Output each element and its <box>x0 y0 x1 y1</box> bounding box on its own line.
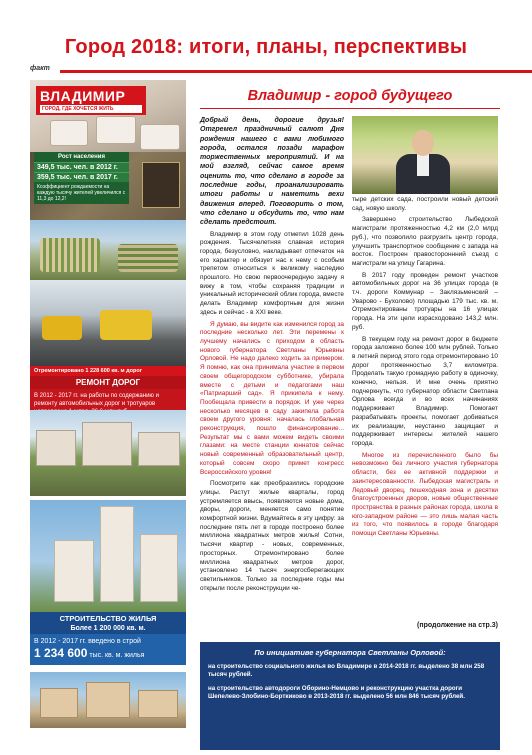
roads-body: В 2012 - 2017 гг. на работы по содержанию и ремонту автомобильных дорог и тротуаров <box>30 389 186 419</box>
housing-body <box>30 634 186 665</box>
article-paragraph: Владимир в этом году отметил 1028 день рождения. Тысячелетняя славная история города, безусловно, накладывает отпечаток на его характер и обязует нас к нему с особым трепетом относиться к великому наследию прошлого. Но свою первоочередную задачу я вижу в том, чтобы сохраняя традиции и уникальный исторический облик города, вместе делать Владимир комфортным для жизни здесь и сейчас - в XXI веке. <box>200 230 344 316</box>
initiative-item: на строительство автодороги Оборино-Немцово и реконструкцию участка дороги Шепелево-Злобино-Борткиково в 2013-2018 гг. выделено 56 млн 846 тысяч рублей. <box>208 684 465 701</box>
article-paragraph: В текущем году на ремонт дорог в бюджете города заложено более 100 млн рублей. Только в летний период этого года отремонтировано 10 дорог протяженностью 3,7 километра. Проделать такую громадную работу в одиночку, конечно, нельзя. И мне очень приятно подчеркнуть, что губернатор области Светлана Орлова всегда и во всех начинаниях поддерживает Владимир. Помогает разрабатывать проекты, помогает добиваться их реализации, неустанно защищает и поддерживает интересы жителей нашего города. <box>352 335 498 447</box>
continued-link[interactable]: (продолжение на стр.3) <box>417 622 498 629</box>
population-2017: 359,5 тыс. чел. в 2017 г. <box>34 172 129 182</box>
article-title: Владимир - город будущего <box>247 88 453 104</box>
photo-author-portrait <box>352 116 498 194</box>
headline-rule <box>60 70 532 73</box>
article-title-rule <box>200 108 500 109</box>
city-badge <box>36 86 146 115</box>
housing-value: 1 234 600 <box>34 646 88 661</box>
roads-title: РЕМОНТ ДОРОГ <box>30 376 186 389</box>
initiative-head: По инициативе губернатора Светланы Орловой: <box>254 648 446 657</box>
housing-title: СТРОИТЕЛЬСТВО ЖИЛЬЯ <box>30 612 186 625</box>
article-paragraph: тыре детских сада, построили новый детский сад, новую школу. <box>352 196 498 212</box>
housing-line1: В 2012 - 2017 гг. введено в строй <box>34 638 141 645</box>
housing-sub: Более 1 200 000 кв. м. <box>30 625 186 634</box>
article-lead: Добрый день, дорогие друзья! Отгремел праздничный салют Дня рождения нашего с вами любимого города, остался позади марафон торжественных мероприятий. И на мой взгляд, сейчас самое время оценить то, что сделано в городе за последние годы, проанализировать итоги работы и наметить вехи движения вперед. Поговорить о том, что сделано и обсудить то, что нам сделать предстоит. <box>200 117 344 227</box>
article-paragraph: Завершено строительство Лыбедской магистрали протяженностью 4,2 км (2,0 млрд руб.), что позволило разгрузить центр города, улучшить транспортное сообщение с запада на восток. Построен правостороннний съезд с магистрали на улицу Гагарина. <box>352 216 498 267</box>
photo-residential-tower <box>30 500 186 612</box>
article-column-2 <box>352 196 498 542</box>
page-headline: Город 2018: итоги, планы, перспективы <box>64 36 468 58</box>
initiative-box <box>200 642 500 750</box>
photo-new-houses <box>30 672 186 728</box>
article-paragraph-red: Я думаю, вы видите как изменился город за последние несколько лет. Эти перемены к лучшему начались с приходом в область нового губернатора Светланы Юрьевны Орловой. Не надо далеко ходить за примером. Я помню, как она принимала участие в первом своем общегородском субботнике, убирала вместе с детьми и педагогами наш «Патриарший сад». Я прикипела к нему. Пообещала привести в порядок. И уже через несколько месяцев в саду закипела работа своем другого уровня: началась глобальная реконструкция, пошло финансирование... Результат мы с вами можем видеть своими глазами: на месте станции юннатов сейчас новый современный образовательный центр, который совсем скоро примет конгресс Всероссийского уровня! <box>200 320 344 476</box>
housing-unit: тыс. кв. м. жилья <box>89 652 145 660</box>
photo-park <box>30 220 186 280</box>
section-label: факт <box>30 65 50 72</box>
city-name: ВЛАДИМИР <box>40 88 126 104</box>
city-slogan: ГОРОД, ГДЕ ХОЧЕТСЯ ЖИТЬ <box>40 105 142 113</box>
article-paragraph-red: Многое из перечисленного было бы невозможно без личного участия губернатора области, без ее активной поддержки и заинтересованности. Лыбедская магистраль и Ледовый дворец, пешеходная зона и десятки благоустроенных дворов, новые общественные пространства в разных районах города, школа в юго-западном районе — это лишь малая часть из того, что появилось в городе благодаря помощи Светланы Юрьевны. <box>352 451 498 538</box>
article-column-1 <box>200 116 344 596</box>
article-paragraph: Посмотрите как преобразились городские улицы. Растут жилые кварталы, город устремляется ввысь, появляются новые дома, дворы, дороги, меняется само понятие комфортной жизни. Вдумайтесь в эту цифру: за последние пять лет в городе построено более миллиона квадратных метров жилья! Сотни, тысячи квартир - новых, современных, просторных. Отремонтировано более миллиона квадратных метров дорог, установлено 14 тысяч энергосберегающих светильников. Только за последние годы мы открыли после реконструкции че- <box>200 480 344 592</box>
initiative-item: на строительство социального жилья во Владимире в 2014-2018 гг. выделено 38 млн 258 тысяч рублей. <box>208 663 485 679</box>
population-stat <box>34 152 129 204</box>
article-paragraph: В 2017 году проведен ремонт участков автомобильных дорог на 36 улицах города (в т.ч. дороги Коммунар – Заклязьменский – Уварово - Бухолово) площадью 179 тыс. кв. м. Отремонтированы тротуары на 16 улицах города. На эти цели израсходовано 143,2 млн. руб. <box>352 271 498 331</box>
population-head: Рост населения <box>34 152 129 162</box>
roads-top: Отремонтировано 1 228 600 кв. м дорог <box>30 366 186 376</box>
housing-stat <box>30 612 186 665</box>
birth-rate-note: Коэффициент рождаемости на каждую тысячу жителей увеличился с 11,3 до 12,2! <box>34 182 129 204</box>
population-2012: 349,5 тыс. чел. в 2012 г. <box>34 162 129 172</box>
photo-street <box>30 410 186 496</box>
photo-road-works <box>30 280 186 366</box>
